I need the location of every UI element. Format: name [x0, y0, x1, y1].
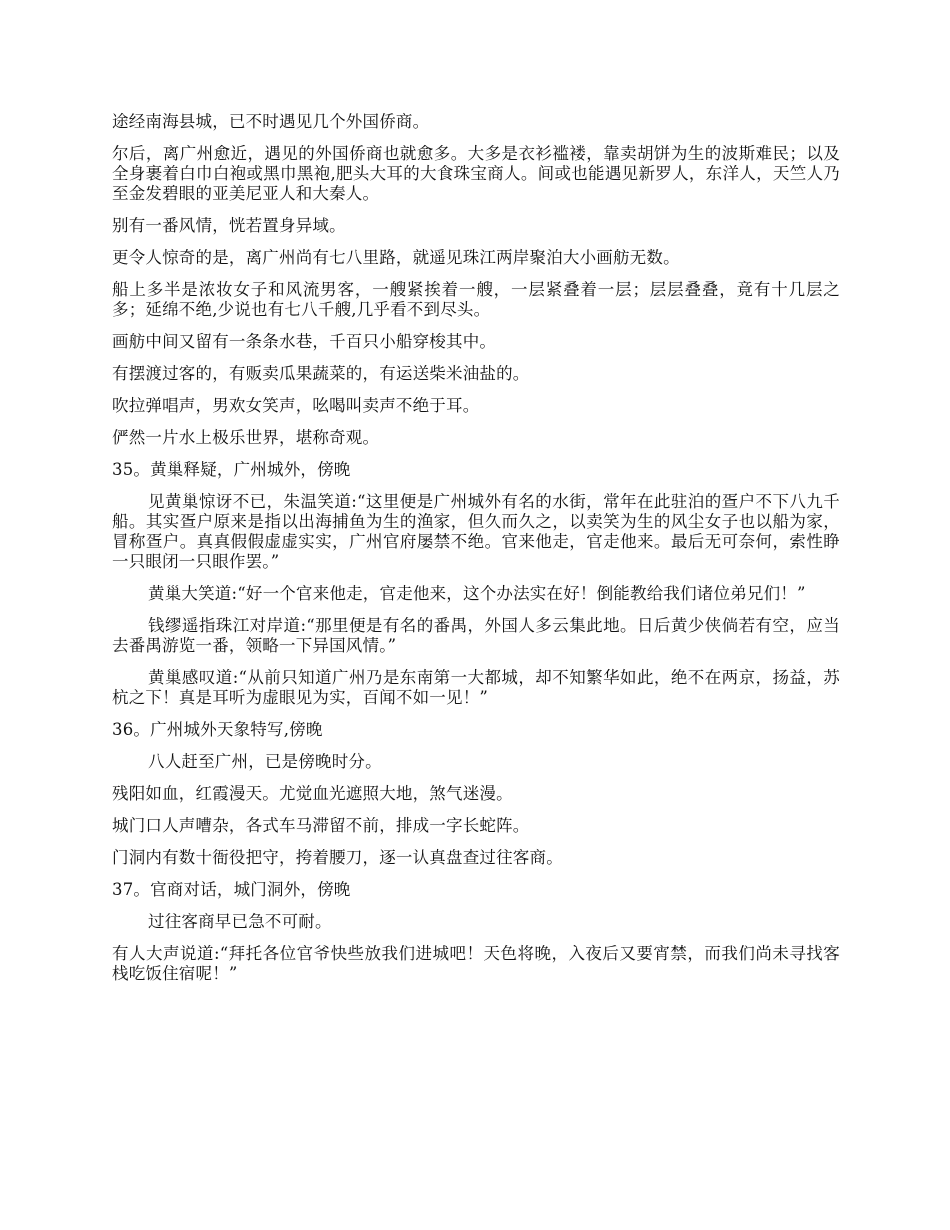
paragraph-3: 别有一番风情，恍若置身异域。: [112, 216, 346, 235]
scene-heading-37: 37。官商对话，城门洞外，傍晚: [112, 880, 351, 899]
paragraph-21: 过往客商早已急不可耐。: [148, 912, 332, 931]
scene-heading-36: 36。广州城外天象特写,傍晚: [112, 720, 323, 739]
paragraph-17: 残阳如血，红霞漫天。尤觉血光遮照大地，煞气迷漫。: [112, 784, 513, 803]
paragraph-18: 城门口人声嘈杂，各式车马滞留不前，排成一字长蛇阵。: [112, 816, 530, 835]
paragraph-2: 尔后，离广州愈近，遇见的外国侨商也就愈多。大多是衣衫褴褛，靠卖胡饼为生的波斯难民；以及全身裹着白巾白袍或黑巾黑袍,肥头大耳的大食珠宝商人。间或也能遇见新罗人，东洋人，天竺人乃至金发碧眼的亚美尼亚人和大秦人。: [112, 144, 840, 203]
scene-heading-35: 35。黄巢释疑，广州城外，傍晚: [112, 460, 351, 479]
dialogue-paragraph-2: 黄巢大笑道:“好一个官来他走，官走他来，这个办法实在好！倒能教给我们诸位弟兄们！”: [148, 584, 806, 603]
paragraph-19: 门洞内有数十衙役把守，挎着腰刀，逐一认真盘查过往客商。: [112, 848, 563, 867]
paragraph-9: 俨然一片水上极乐世界，堪称奇观。: [112, 428, 380, 447]
document-body: [112, 112, 840, 996]
paragraph-22: 有人大声说道:“拜托各位官爷快些放我们进城吧！天色将晚，入夜后又要宵禁，而我们尚未寻找客栈吃饭住宿呢！”: [112, 944, 840, 983]
dialogue-paragraph-4: 黄巢感叹道:“从前只知道广州乃是东南第一大都城，却不知繁华如此，绝不在两京，扬益，苏杭之下！真是耳听为虚眼见为实，百闻不如一见！”: [112, 668, 840, 707]
paragraph-6: 画舫中间又留有一条条水巷，千百只小船穿梭其中。: [112, 332, 497, 351]
paragraph-5: 船上多半是浓妆女子和风流男客，一艘紧挨着一艘，一层紧叠着一层；层层叠叠，竟有十几层之多；延绵不绝,少说也有七八千艘,几乎看不到尽头。: [112, 280, 840, 319]
paragraph-7: 有摆渡过客的，有贩卖瓜果蔬菜的，有运送柴米油盐的。: [112, 364, 530, 383]
paragraph-1: 途经南海县城，已不时遇见几个外国侨商。: [112, 112, 430, 131]
paragraph-4: 更令人惊奇的是，离广州尚有七八里路，就遥见珠江两岸聚泊大小画舫无数。: [112, 248, 680, 267]
paragraph-8: 吹拉弹唱声，男欢女笑声，吆喝叫卖声不绝于耳。: [112, 396, 480, 415]
paragraph-16: 八人赶至广州，已是傍晚时分。: [148, 752, 382, 771]
dialogue-paragraph-1: 见黄巢惊讶不已，朱温笑道:“这里便是广州城外有名的水街，常年在此驻泊的疍户不下八九千船。其实疍户原来是指以出海捕鱼为生的渔家，但久而久之，以卖笑为生的风尘女子也以船为家，冒称疍户。真真假假虚虚实实，广州官府屡禁不绝。官来他走，官走他来。最后无可奈何，索性睁一只眼闭一只眼作罢。”: [112, 492, 840, 571]
dialogue-paragraph-3: 钱缪遥指珠江对岸道:“那里便是有名的番禺，外国人多云集此地。日后黄少侠倘若有空，应当去番禺游览一番，领略一下异国风情。”: [112, 616, 840, 655]
